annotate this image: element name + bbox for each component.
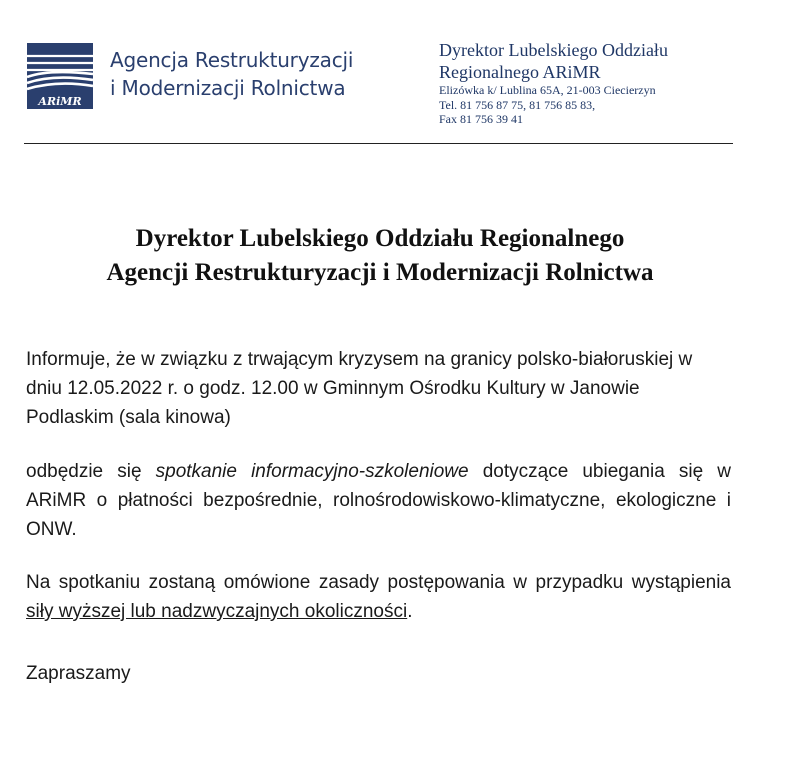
logo-badge-text: ARiMR [38, 95, 82, 108]
header-contact-block [439, 39, 668, 127]
agency-logo-text [110, 46, 353, 102]
closing-text: Zapraszamy [26, 663, 131, 684]
header-address: Elizówka k/ Lublina 65A, 21-003 Ciecierzyn [439, 83, 656, 97]
header-phone: Tel. 81 756 87 75, 81 756 85 83, [439, 97, 596, 112]
paragraph-meeting-start: odbędzie się [26, 461, 156, 482]
document-title [0, 222, 760, 290]
force-majeure-underline: siły wyższej lub nadzwyczajnych okoliczności [26, 601, 408, 622]
paragraph-topics [26, 568, 731, 626]
document-title-line2: Agencji Restrukturyzacji i Modernizacji Rolnictwa [106, 259, 654, 286]
header-divider [24, 143, 733, 144]
arimr-logo-icon [27, 43, 93, 109]
document-title-line1: Dyrektor Lubelskiego Oddziału Regionalnego [135, 225, 625, 252]
paragraph-meeting-end: dotyczące ubiegania się w ARiMR o płatności bezpośrednie, rolnośrodowiskowo-klimatyczne, ekologiczne i ONW. [26, 461, 731, 540]
paragraph-meeting [26, 457, 731, 544]
meeting-type-emphasis: spotkanie informacyjno-szkoleniowe [155, 461, 469, 482]
logo-name-line2: i Modernizacji Rolnictwa [110, 76, 346, 100]
paragraph-topics-end: . [407, 601, 413, 622]
logo-name-line1: Agencja Restrukturyzacji [110, 48, 354, 72]
header-title-line1: Dyrektor Lubelskiego Oddziału [439, 40, 668, 60]
header-fax: Fax 81 756 39 41 [439, 112, 523, 126]
paragraph-topics-start: Na spotkaniu zostaną omówione zasady postępowania w przypadku wystąpienia [26, 572, 731, 593]
paragraph-announcement: Informuje, że w związku z trwającym kryzysem na granicy polsko-białoruskiej w dniu 12.05.2022 r. o godz. 12.00 w Gminnym Ośrodku Kultury w Janowie Podlaskim (sala kinowa) [26, 349, 693, 428]
header-title-line2: Regionalnego ARiMR [439, 62, 601, 82]
